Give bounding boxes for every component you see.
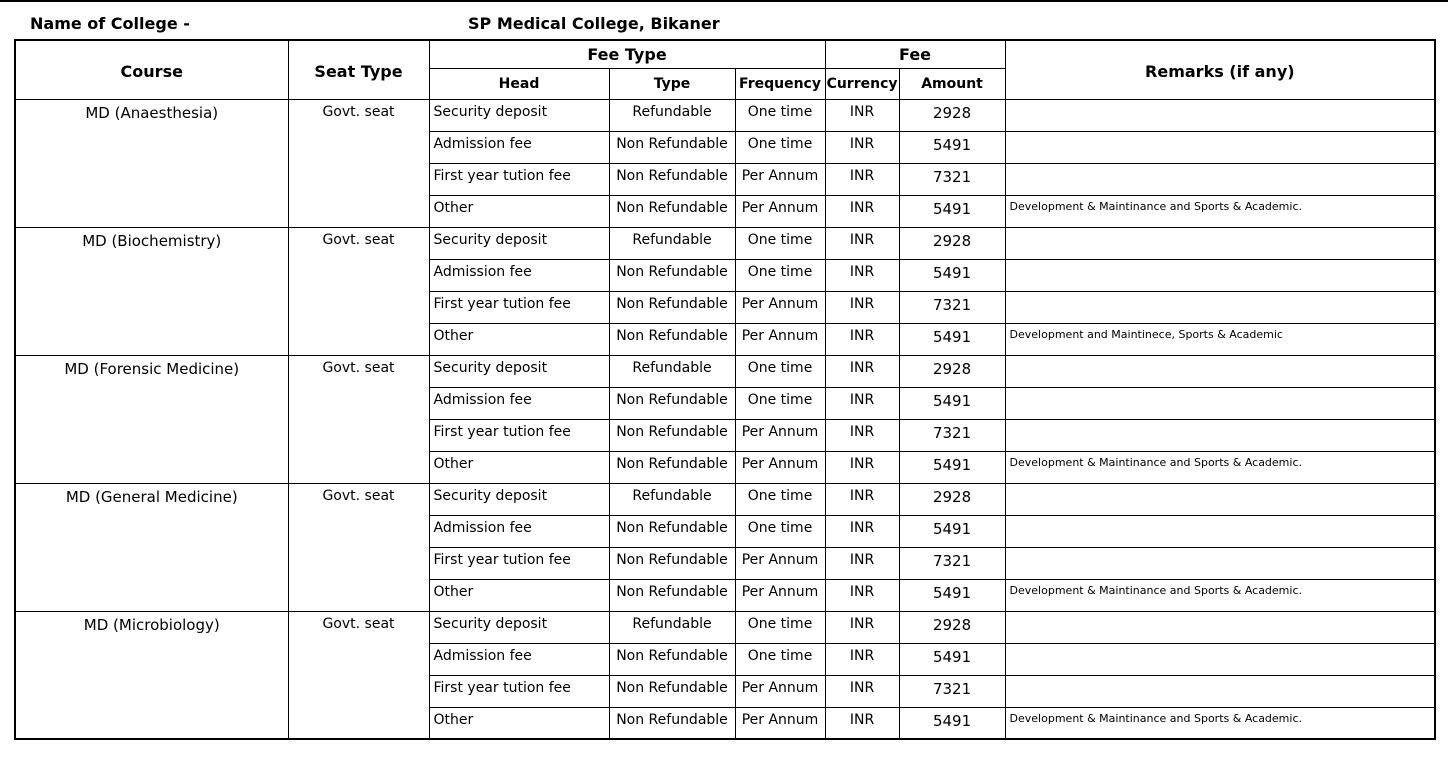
fee-frequency-cell: One time bbox=[735, 355, 825, 387]
fee-amount-cell: 7321 bbox=[899, 547, 1005, 579]
remarks-cell bbox=[1005, 163, 1435, 195]
fee-frequency-cell: One time bbox=[735, 483, 825, 515]
fee-type-cell: Non Refundable bbox=[609, 291, 735, 323]
fee-frequency-cell: Per Annum bbox=[735, 163, 825, 195]
fee-amount-cell: 5491 bbox=[899, 323, 1005, 355]
fee-currency-cell: INR bbox=[825, 707, 899, 739]
fee-amount-cell: 7321 bbox=[899, 675, 1005, 707]
fee-amount-cell: 2928 bbox=[899, 227, 1005, 259]
header-type: Type bbox=[609, 68, 735, 99]
fee-type-cell: Non Refundable bbox=[609, 643, 735, 675]
fee-type-cell: Non Refundable bbox=[609, 451, 735, 483]
fee-head-cell: Security deposit bbox=[429, 227, 609, 259]
course-group bbox=[15, 99, 1435, 227]
fee-frequency-cell: Per Annum bbox=[735, 195, 825, 227]
fee-amount-cell: 5491 bbox=[899, 579, 1005, 611]
seat-type-cell: Govt. seat bbox=[288, 483, 429, 611]
fee-amount-cell: 5491 bbox=[899, 451, 1005, 483]
fee-frequency-cell: Per Annum bbox=[735, 451, 825, 483]
fee-amount-cell: 7321 bbox=[899, 419, 1005, 451]
fee-frequency-cell: One time bbox=[735, 259, 825, 291]
fee-currency-cell: INR bbox=[825, 355, 899, 387]
course-cell: MD (Anaesthesia) bbox=[15, 99, 288, 227]
course-cell: MD (Microbiology) bbox=[15, 611, 288, 739]
fee-amount-cell: 2928 bbox=[899, 355, 1005, 387]
fee-head-cell: First year tution fee bbox=[429, 163, 609, 195]
fee-currency-cell: INR bbox=[825, 99, 899, 131]
course-cell: MD (Biochemistry) bbox=[15, 227, 288, 355]
remarks-cell bbox=[1005, 419, 1435, 451]
remarks-cell bbox=[1005, 131, 1435, 163]
remarks-cell bbox=[1005, 483, 1435, 515]
fee-head-cell: Other bbox=[429, 579, 609, 611]
remarks-cell: Development & Maintinance and Sports & Academic. bbox=[1005, 579, 1435, 611]
fee-table bbox=[14, 39, 1436, 740]
fee-type-cell: Refundable bbox=[609, 99, 735, 131]
fee-frequency-cell: One time bbox=[735, 227, 825, 259]
fee-type-cell: Refundable bbox=[609, 483, 735, 515]
fee-head-cell: Admission fee bbox=[429, 259, 609, 291]
college-name: SP Medical College, Bikaner bbox=[468, 14, 720, 33]
fee-amount-cell: 7321 bbox=[899, 291, 1005, 323]
fee-type-cell: Non Refundable bbox=[609, 515, 735, 547]
fee-currency-cell: INR bbox=[825, 195, 899, 227]
remarks-cell bbox=[1005, 387, 1435, 419]
table-header bbox=[15, 40, 1435, 99]
fee-currency-cell: INR bbox=[825, 259, 899, 291]
fee-head-cell: Other bbox=[429, 707, 609, 739]
remarks-cell bbox=[1005, 515, 1435, 547]
fee-head-cell: Admission fee bbox=[429, 387, 609, 419]
fee-amount-cell: 2928 bbox=[899, 483, 1005, 515]
fee-head-cell: Admission fee bbox=[429, 131, 609, 163]
fee-currency-cell: INR bbox=[825, 323, 899, 355]
course-group bbox=[15, 355, 1435, 483]
fee-head-cell: First year tution fee bbox=[429, 547, 609, 579]
header-fee-type: Fee Type bbox=[429, 40, 825, 68]
fee-amount-cell: 5491 bbox=[899, 387, 1005, 419]
remarks-cell bbox=[1005, 675, 1435, 707]
course-cell: MD (Forensic Medicine) bbox=[15, 355, 288, 483]
remarks-cell: Development & Maintinance and Sports & Academic. bbox=[1005, 195, 1435, 227]
fee-row bbox=[15, 355, 1435, 387]
college-label: Name of College - bbox=[30, 14, 190, 33]
fee-currency-cell: INR bbox=[825, 163, 899, 195]
fee-amount-cell: 5491 bbox=[899, 707, 1005, 739]
remarks-cell bbox=[1005, 611, 1435, 643]
fee-amount-cell: 2928 bbox=[899, 99, 1005, 131]
fee-row bbox=[15, 99, 1435, 131]
fee-frequency-cell: One time bbox=[735, 611, 825, 643]
fee-frequency-cell: One time bbox=[735, 387, 825, 419]
remarks-cell bbox=[1005, 227, 1435, 259]
header-remarks: Remarks (if any) bbox=[1005, 40, 1435, 99]
fee-amount-cell: 5491 bbox=[899, 131, 1005, 163]
remarks-cell bbox=[1005, 643, 1435, 675]
header-row-1 bbox=[15, 40, 1435, 68]
fee-type-cell: Non Refundable bbox=[609, 259, 735, 291]
fee-frequency-cell: Per Annum bbox=[735, 707, 825, 739]
fee-frequency-cell: Per Annum bbox=[735, 675, 825, 707]
header-frequency: Frequency bbox=[735, 68, 825, 99]
fee-currency-cell: INR bbox=[825, 227, 899, 259]
fee-currency-cell: INR bbox=[825, 515, 899, 547]
seat-type-cell: Govt. seat bbox=[288, 99, 429, 227]
seat-type-cell: Govt. seat bbox=[288, 227, 429, 355]
fee-type-cell: Non Refundable bbox=[609, 579, 735, 611]
fee-head-cell: Other bbox=[429, 323, 609, 355]
fee-type-cell: Refundable bbox=[609, 611, 735, 643]
fee-head-cell: Security deposit bbox=[429, 611, 609, 643]
fee-currency-cell: INR bbox=[825, 291, 899, 323]
fee-head-cell: Security deposit bbox=[429, 483, 609, 515]
fee-row bbox=[15, 611, 1435, 643]
fee-head-cell: Other bbox=[429, 195, 609, 227]
fee-row bbox=[15, 483, 1435, 515]
fee-frequency-cell: Per Annum bbox=[735, 547, 825, 579]
fee-type-cell: Non Refundable bbox=[609, 163, 735, 195]
header-head: Head bbox=[429, 68, 609, 99]
fee-amount-cell: 7321 bbox=[899, 163, 1005, 195]
fee-type-cell: Non Refundable bbox=[609, 675, 735, 707]
fee-currency-cell: INR bbox=[825, 419, 899, 451]
fee-head-cell: Other bbox=[429, 451, 609, 483]
remarks-cell: Development and Maintinece, Sports & Academic bbox=[1005, 323, 1435, 355]
remarks-cell: Development & Maintinance and Sports & Academic. bbox=[1005, 451, 1435, 483]
course-group bbox=[15, 611, 1435, 739]
fee-type-cell: Non Refundable bbox=[609, 419, 735, 451]
fee-currency-cell: INR bbox=[825, 579, 899, 611]
fee-amount-cell: 5491 bbox=[899, 259, 1005, 291]
fee-type-cell: Non Refundable bbox=[609, 387, 735, 419]
fee-type-cell: Non Refundable bbox=[609, 323, 735, 355]
fee-head-cell: Security deposit bbox=[429, 99, 609, 131]
fee-head-cell: Security deposit bbox=[429, 355, 609, 387]
remarks-cell: Development & Maintinance and Sports & Academic. bbox=[1005, 707, 1435, 739]
remarks-cell bbox=[1005, 355, 1435, 387]
fee-frequency-cell: Per Annum bbox=[735, 291, 825, 323]
header-amount: Amount bbox=[899, 68, 1005, 99]
fee-head-cell: First year tution fee bbox=[429, 291, 609, 323]
fee-currency-cell: INR bbox=[825, 387, 899, 419]
fee-currency-cell: INR bbox=[825, 483, 899, 515]
fee-type-cell: Non Refundable bbox=[609, 547, 735, 579]
seat-type-cell: Govt. seat bbox=[288, 355, 429, 483]
fee-amount-cell: 5491 bbox=[899, 195, 1005, 227]
course-group bbox=[15, 483, 1435, 611]
fee-frequency-cell: One time bbox=[735, 131, 825, 163]
fee-head-cell: First year tution fee bbox=[429, 419, 609, 451]
fee-head-cell: First year tution fee bbox=[429, 675, 609, 707]
fee-currency-cell: INR bbox=[825, 451, 899, 483]
fee-amount-cell: 5491 bbox=[899, 643, 1005, 675]
header-seat-type: Seat Type bbox=[288, 40, 429, 99]
fee-type-cell: Non Refundable bbox=[609, 707, 735, 739]
fee-type-cell: Non Refundable bbox=[609, 131, 735, 163]
fee-row bbox=[15, 227, 1435, 259]
fee-type-cell: Non Refundable bbox=[609, 195, 735, 227]
remarks-cell bbox=[1005, 99, 1435, 131]
fee-head-cell: Admission fee bbox=[429, 643, 609, 675]
fee-currency-cell: INR bbox=[825, 611, 899, 643]
fee-frequency-cell: Per Annum bbox=[735, 579, 825, 611]
fee-frequency-cell: One time bbox=[735, 515, 825, 547]
fee-frequency-cell: One time bbox=[735, 99, 825, 131]
remarks-cell bbox=[1005, 259, 1435, 291]
fee-head-cell: Admission fee bbox=[429, 515, 609, 547]
remarks-cell bbox=[1005, 547, 1435, 579]
fee-currency-cell: INR bbox=[825, 675, 899, 707]
course-cell: MD (General Medicine) bbox=[15, 483, 288, 611]
fee-type-cell: Refundable bbox=[609, 355, 735, 387]
header-currency: Currency bbox=[825, 68, 899, 99]
remarks-cell bbox=[1005, 291, 1435, 323]
seat-type-cell: Govt. seat bbox=[288, 611, 429, 739]
course-group bbox=[15, 227, 1435, 355]
fee-frequency-cell: Per Annum bbox=[735, 323, 825, 355]
fee-type-cell: Refundable bbox=[609, 227, 735, 259]
fee-currency-cell: INR bbox=[825, 131, 899, 163]
fee-currency-cell: INR bbox=[825, 643, 899, 675]
fee-amount-cell: 5491 bbox=[899, 515, 1005, 547]
fee-frequency-cell: One time bbox=[735, 643, 825, 675]
fee-frequency-cell: Per Annum bbox=[735, 419, 825, 451]
header-course: Course bbox=[15, 40, 288, 99]
header-fee: Fee bbox=[825, 40, 1005, 68]
fee-currency-cell: INR bbox=[825, 547, 899, 579]
fee-amount-cell: 2928 bbox=[899, 611, 1005, 643]
